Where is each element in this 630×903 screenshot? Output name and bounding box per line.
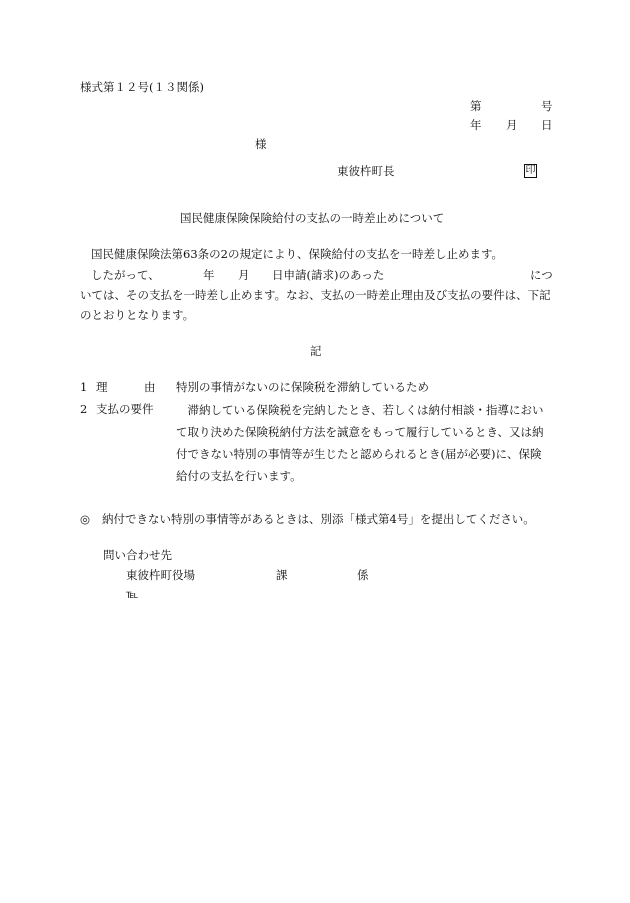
recipient-suffix: 様 <box>255 137 267 151</box>
body-line-3: いては、その支払を一時差し止めます。なお、支払の一時差止理由及び支払の要件は、下記 <box>80 288 551 302</box>
document-number-prefix: 第 <box>470 99 482 113</box>
contact-kakari: 係 <box>357 568 369 582</box>
contact-ka: 課 <box>276 568 288 582</box>
seal-mark: 印 <box>525 165 536 176</box>
date-day: 日 <box>541 118 553 132</box>
date-year: 年 <box>470 118 482 132</box>
note-text: 納付できない特別の事情等があるときは、別添「様式第4号」を提出してください。 <box>102 512 535 526</box>
body-line-2-start: したがって、 <box>91 268 160 282</box>
body-line-2-month: 月 <box>238 268 250 282</box>
body-line-2-year: 年 <box>203 268 215 282</box>
body-line-2-end: につ <box>530 268 553 282</box>
item-1-text: 特別の事情がないのに保険税を滞納しているため <box>176 380 429 394</box>
body-line-1: 国民健康保険法第63条の2の規定により、保険給付の支払を一時差し止めます。 <box>91 247 504 261</box>
item-2-label: 支払の要件 <box>96 402 154 416</box>
form-number: 様式第１２号(１３関係) <box>80 80 204 94</box>
body-line-2-request: 日申請(請求)のあった <box>272 268 385 282</box>
item-1-label-b: 由 <box>144 380 156 394</box>
document-title: 国民健康保険保険給付の支払の一時差止めについて <box>180 211 445 225</box>
item-2-number: 2 <box>80 402 88 416</box>
document-number-suffix: 号 <box>541 99 553 113</box>
body-line-4: のとおりとなります。 <box>80 308 195 322</box>
item-1-label-a: 理 <box>96 380 108 394</box>
contact-office: 東彼杵町役場 <box>126 568 195 582</box>
date-month: 月 <box>506 118 518 132</box>
contact-tel: ℡ <box>126 587 139 601</box>
ki-heading: 記 <box>310 344 322 358</box>
item-2-text: 滞納している保険税を完納したとき、若しくは納付相談・指導において取り決めた保険税納付方法を誠意をもって履行しているとき、又は納付できない特別の事情等が生じたと認められるとき(届が必要)に、保険給付の支払を行います。 <box>176 403 544 483</box>
sender-name: 東彼杵町長 <box>337 164 395 178</box>
contact-heading: 問い合わせ先 <box>103 548 172 562</box>
note-mark: ◎ <box>80 512 91 526</box>
item-1-number: 1 <box>80 380 88 394</box>
